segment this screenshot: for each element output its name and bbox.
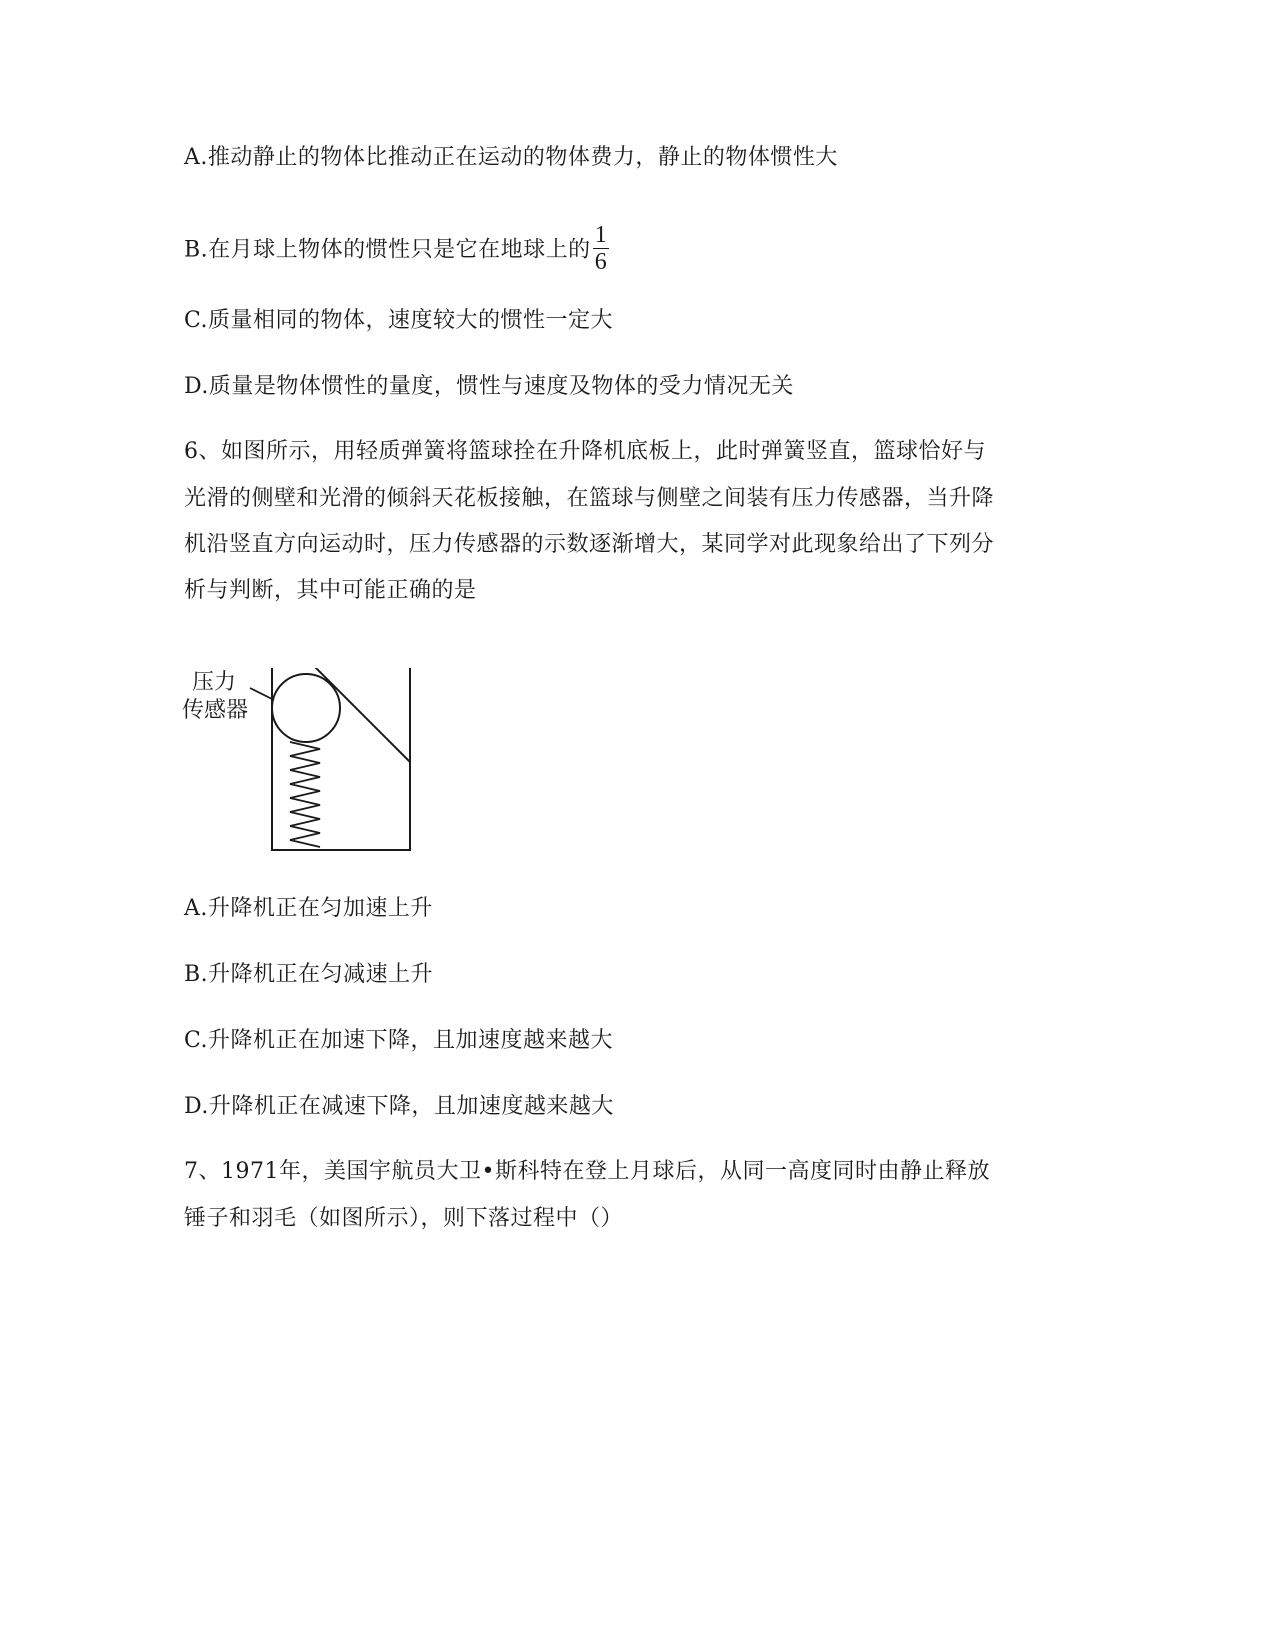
- figure-label-line-2: 传感器: [182, 698, 249, 723]
- q6-stem-line-1: 6、如图所示，用轻质弹簧将篮球拴在升降机底板上，此时弹簧竖直，篮球恰好与: [184, 439, 986, 464]
- q5-option-c: [184, 306, 613, 336]
- q6-option-d-text: 升降机正在减速下降，且加速度越来越大: [208, 1094, 614, 1119]
- elevator-diagram: [182, 668, 432, 890]
- q6-option-a: [184, 894, 433, 924]
- q5-option-c-label: C.: [184, 308, 209, 333]
- q6-option-b-label: B.: [184, 962, 209, 987]
- q5-option-a: [184, 143, 838, 173]
- q6-option-d: [184, 1092, 614, 1122]
- spring: [290, 742, 320, 847]
- q6-stem-line-4: 析与判断，其中可能正确的是: [184, 578, 477, 603]
- figure-label-line-1: 压力: [192, 670, 237, 695]
- fraction-one-sixth: [593, 222, 610, 275]
- q5-option-d-text: 质量是物体惯性的量度，惯性与速度及物体的受力情况无关: [208, 374, 794, 399]
- basketball: [272, 674, 340, 742]
- q6-stem-line-2: 光滑的侧壁和光滑的倾斜天花板接触，在篮球与侧壁之间装有压力传感器，当升降: [184, 486, 995, 511]
- q6-option-a-text: 升降机正在匀加速上升: [207, 896, 433, 921]
- q6-option-a-label: A.: [184, 896, 208, 921]
- q7-stem-line-2: 锤子和羽毛（如图所示），则下落过程中（）: [184, 1206, 624, 1231]
- q5-option-c-text: 质量相同的物体，速度较大的惯性一定大: [208, 308, 614, 333]
- q5-option-b-text: 在月球上物体的惯性只是它在地球上的: [208, 237, 591, 263]
- q5-option-b: [184, 224, 609, 277]
- q7-stem-line-1: 7、1971年，美国宇航员大卫•斯科特在登上月球后，从同一高度同时由静止释放: [184, 1159, 990, 1184]
- q5-option-d-label: D.: [184, 374, 209, 399]
- q5-option-d: [184, 372, 794, 402]
- fraction-denominator: 6: [594, 249, 608, 275]
- q6-option-c-label: C.: [184, 1028, 209, 1053]
- q6-option-b: [184, 960, 433, 990]
- q5-option-a-label: A.: [184, 145, 208, 170]
- fraction-numerator: 1: [594, 222, 608, 248]
- elevator-figure: [182, 668, 432, 890]
- q6-option-d-label: D.: [184, 1094, 209, 1119]
- q5-option-b-label: B.: [184, 237, 209, 263]
- q6-stem-line-3: 机沿竖直方向运动时，压力传感器的示数逐渐增大，某同学对此现象给出了下列分: [184, 532, 995, 557]
- q6-option-c-text: 升降机正在加速下降，且加速度越来越大: [208, 1028, 614, 1053]
- sensor-pointer: [250, 688, 274, 700]
- q5-option-a-text: 推动静止的物体比推动正在运动的物体费力，静止的物体惯性大: [207, 145, 838, 170]
- q6-option-b-text: 升降机正在匀减速上升: [208, 962, 434, 987]
- q6-option-c: [184, 1026, 613, 1056]
